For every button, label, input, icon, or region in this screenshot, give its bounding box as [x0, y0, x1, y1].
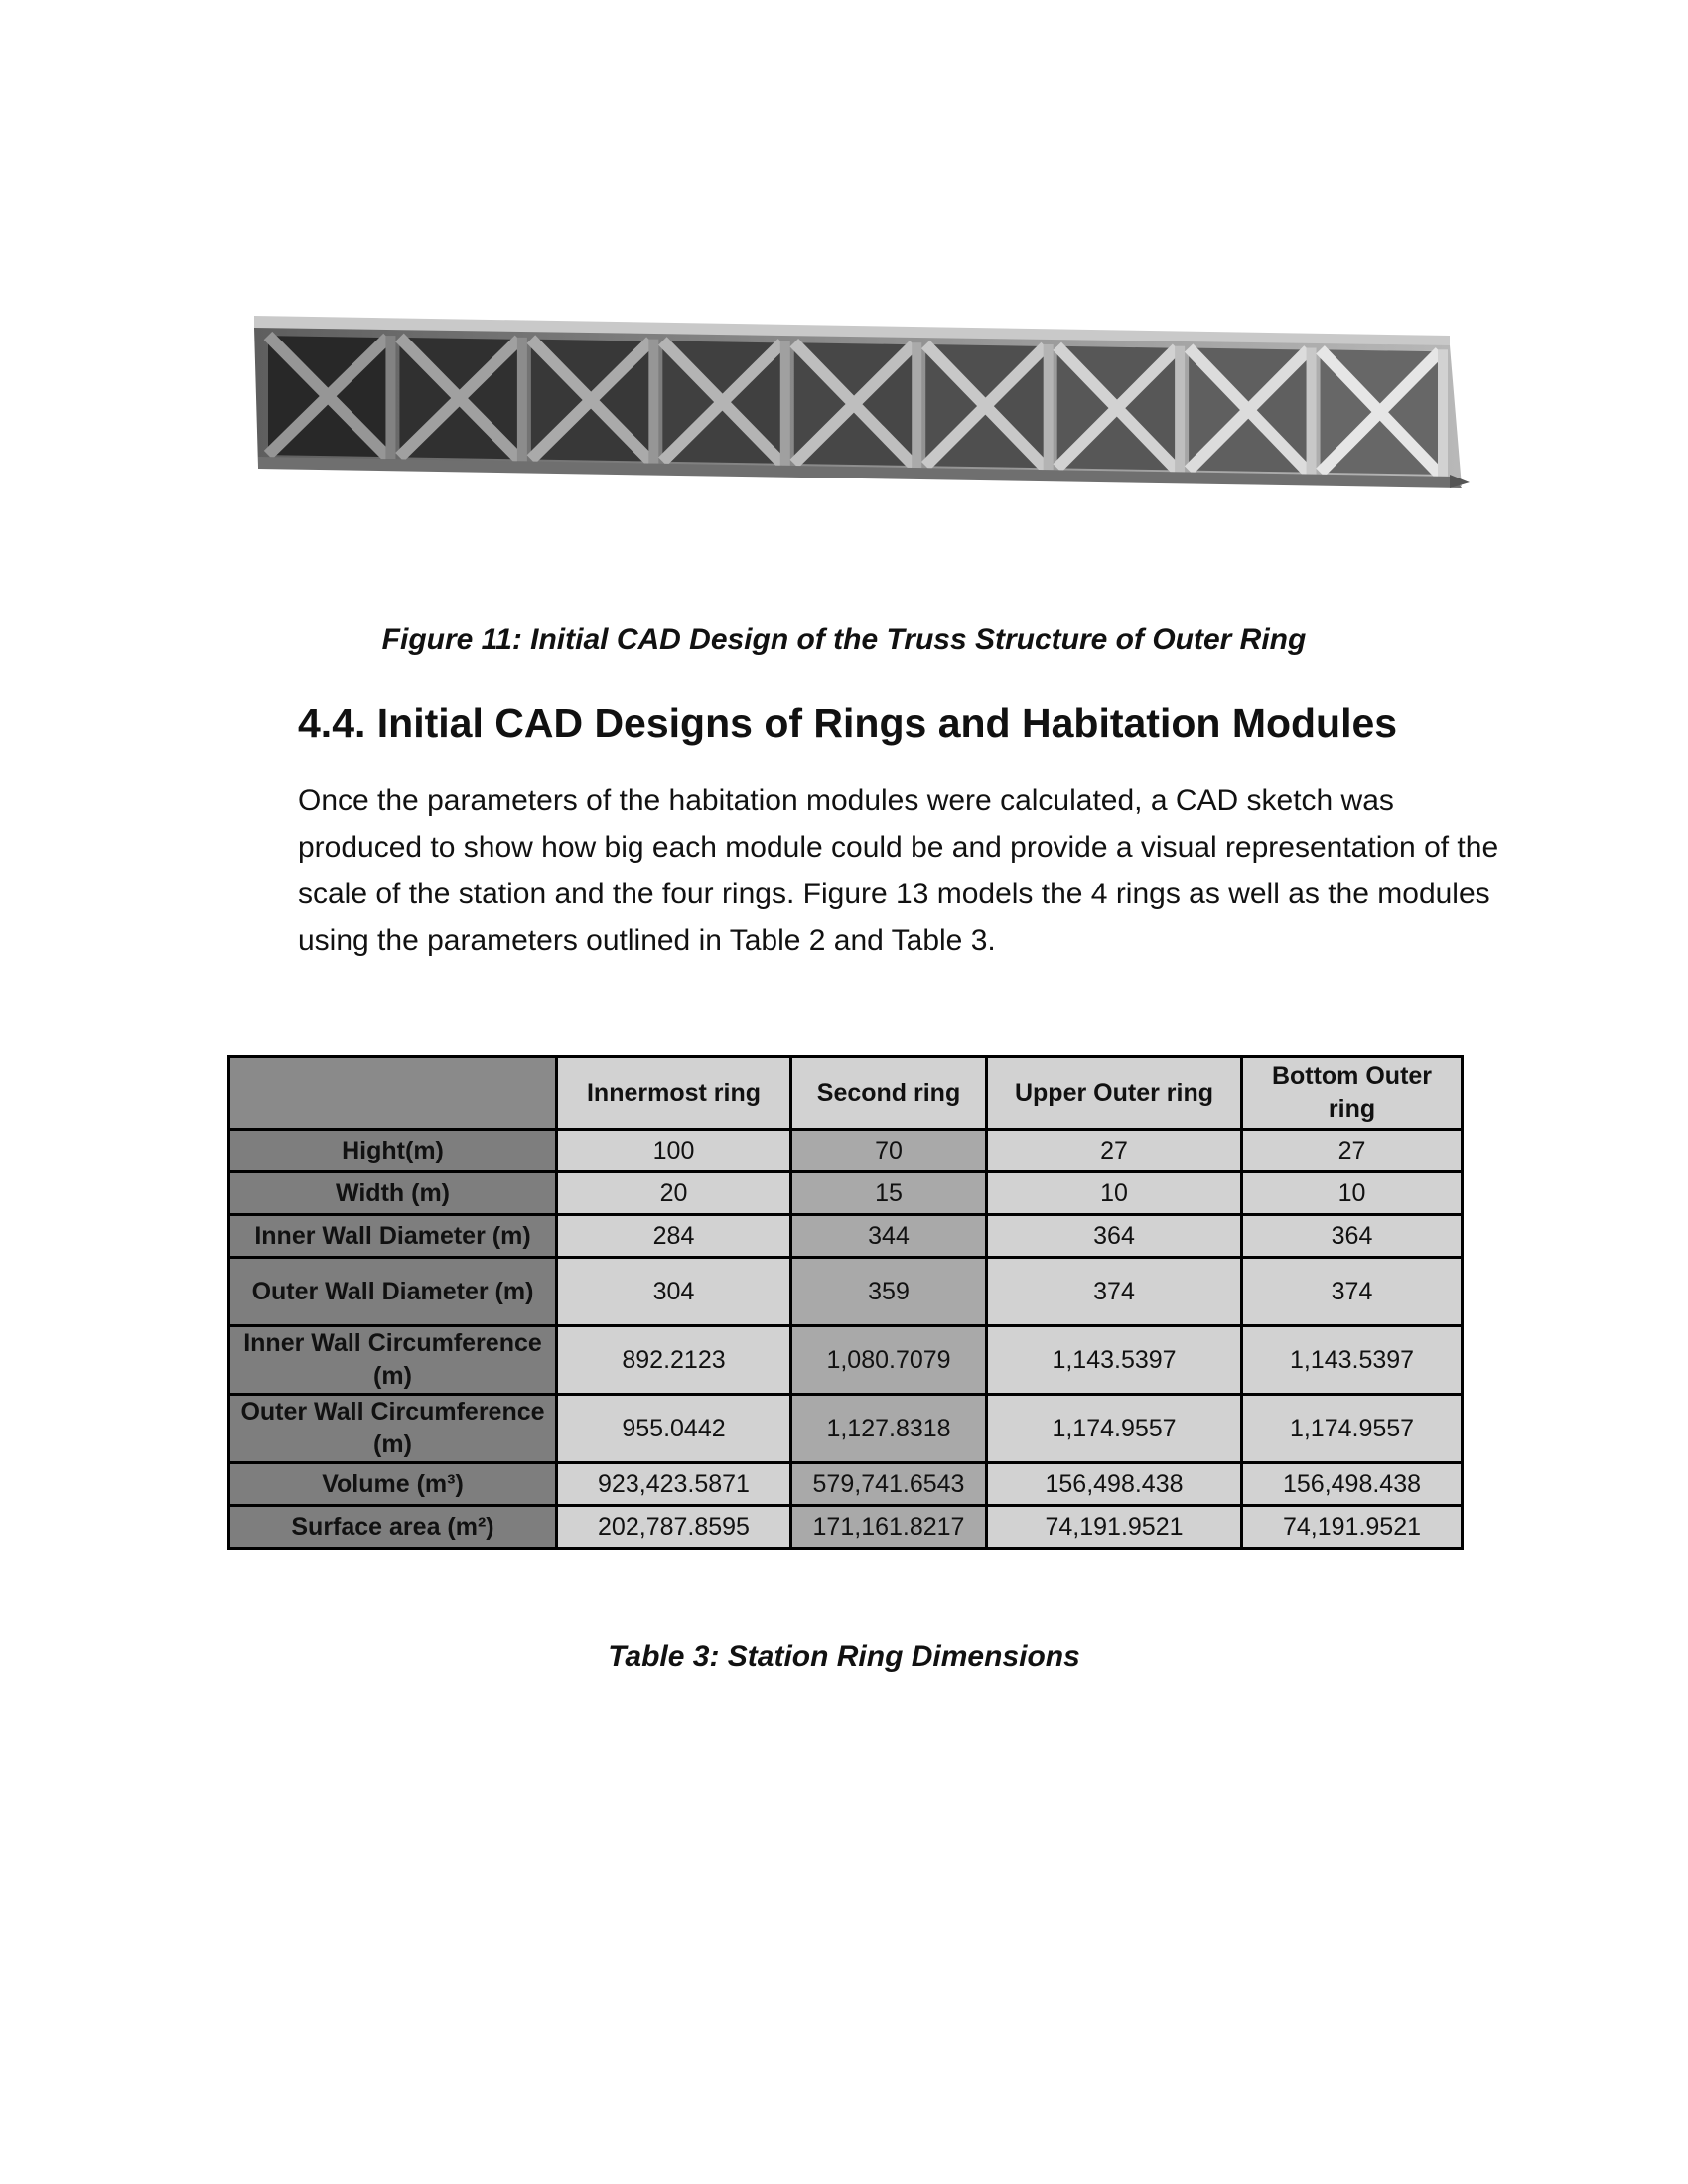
- table-cell: 10: [987, 1172, 1242, 1215]
- table-header-cell: Second ring: [791, 1057, 987, 1130]
- truss-post: [648, 340, 658, 464]
- truss-post: [1044, 344, 1054, 470]
- table-cell: 364: [987, 1215, 1242, 1258]
- table-row: [229, 1463, 1463, 1506]
- table-row: [229, 1506, 1463, 1549]
- table-row: [229, 1130, 1463, 1172]
- row-label: Inner Wall Diameter (m): [229, 1215, 557, 1258]
- table-cell: 1,080.7079: [791, 1326, 987, 1395]
- row-label: Width (m): [229, 1172, 557, 1215]
- table-cell: 1,127.8318: [791, 1395, 987, 1463]
- table-cell: 374: [987, 1258, 1242, 1326]
- table-row: [229, 1326, 1463, 1395]
- table-header-cell: Upper Outer ring: [987, 1057, 1242, 1130]
- table-cell: 74,191.9521: [1242, 1506, 1463, 1549]
- truss-render-icon: [248, 298, 1470, 496]
- table-cell: 923,423.5871: [557, 1463, 791, 1506]
- truss-post: [912, 342, 921, 468]
- table-row: [229, 1258, 1463, 1326]
- table-cell: 156,498.438: [1242, 1463, 1463, 1506]
- table-cell: 1,143.5397: [987, 1326, 1242, 1395]
- table-cell: 27: [1242, 1130, 1463, 1172]
- section-heading: 4.4. Initial CAD Designs of Rings and Habitation Modules: [298, 700, 1398, 746]
- table-cell: 1,143.5397: [1242, 1326, 1463, 1395]
- truss-post: [1307, 348, 1317, 475]
- row-label: Surface area (m²): [229, 1506, 557, 1549]
- table-header-cell: [229, 1057, 557, 1130]
- table-cell: 10: [1242, 1172, 1463, 1215]
- row-label: Inner Wall Circumference (m): [229, 1326, 557, 1395]
- table-cell: 364: [1242, 1215, 1463, 1258]
- table-cell: 27: [987, 1130, 1242, 1172]
- row-label: Outer Wall Diameter (m): [229, 1258, 557, 1326]
- truss-post: [1438, 349, 1448, 477]
- table-cell: 579,741.6543: [791, 1463, 987, 1506]
- table-cell: 20: [557, 1172, 791, 1215]
- row-label: Outer Wall Circumference (m): [229, 1395, 557, 1463]
- section-paragraph: Once the parameters of the habitation modules were calculated, a CAD sketch was produced to show how big each module could be and provide a visual representation of the scale of the station and the four rings. Figure 13 models the 4 rings as well as the modules using the parameters outlined in Table 2 and Table 3.: [298, 784, 1499, 957]
- table-header-row: [229, 1057, 1463, 1130]
- ring-dimensions-table: [227, 1055, 1464, 1550]
- table-cell: 100: [557, 1130, 791, 1172]
- table-cell: 374: [1242, 1258, 1463, 1326]
- table-row: [229, 1395, 1463, 1463]
- truss-post: [1175, 346, 1185, 473]
- table-cell: 304: [557, 1258, 791, 1326]
- truss-post: [780, 341, 790, 465]
- table-header-cell: Bottom Outer ring: [1242, 1057, 1463, 1130]
- table-cell: 15: [791, 1172, 987, 1215]
- truss-post: [517, 338, 527, 461]
- truss-figure: [248, 298, 1470, 496]
- table-caption: Table 3: Station Ring Dimensions: [608, 1640, 1080, 1673]
- table-cell: 74,191.9521: [987, 1506, 1242, 1549]
- row-label: Volume (m³): [229, 1463, 557, 1506]
- table-cell: 1,174.9557: [1242, 1395, 1463, 1463]
- table-cell: 1,174.9557: [987, 1395, 1242, 1463]
- table-cell: 955.0442: [557, 1395, 791, 1463]
- truss-post: [385, 336, 395, 459]
- table-row: [229, 1215, 1463, 1258]
- table-cell: 156,498.438: [987, 1463, 1242, 1506]
- table-cell: 284: [557, 1215, 791, 1258]
- table-cell: 892.2123: [557, 1326, 791, 1395]
- table-cell: 171,161.8217: [791, 1506, 987, 1549]
- table-row: [229, 1172, 1463, 1215]
- table-header-cell: Innermost ring: [557, 1057, 791, 1130]
- figure-caption: Figure 11: Initial CAD Design of the Truss Structure of Outer Ring: [381, 623, 1307, 656]
- table-cell: 359: [791, 1258, 987, 1326]
- table-cell: 202,787.8595: [557, 1506, 791, 1549]
- row-label: Hight(m): [229, 1130, 557, 1172]
- table-cell: 70: [791, 1130, 987, 1172]
- table-cell: 344: [791, 1215, 987, 1258]
